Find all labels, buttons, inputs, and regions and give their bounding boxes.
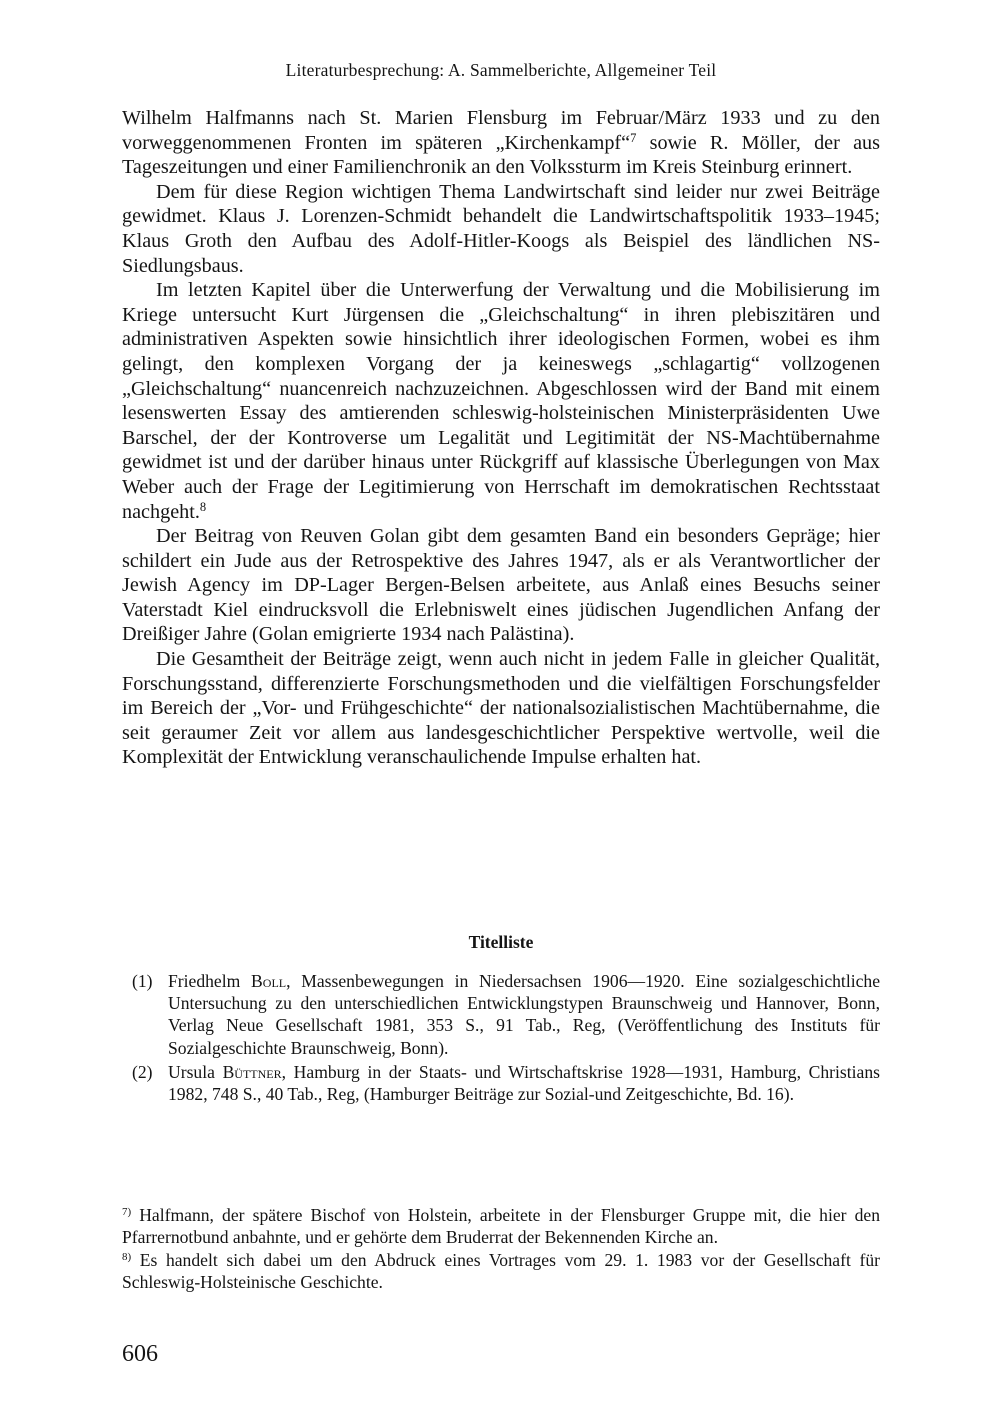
title-entry-text [168, 970, 880, 1059]
footnote-mark: 7) [122, 1206, 132, 1218]
paragraph-1-text: Wilhelm Halfmanns nach St. Marien Flensburg im Februar/März 1933 und zu den vorweggenommenen Fronten im späteren „Kirchenkampf“ [122, 107, 880, 154]
footnote-text: Halfmann, der spätere Bischof von Holstein, arbeitete in der Flensburger Gruppe mit, die hier den Pfarrernotbund anbahnte, und er gehörte dem Bruderrat der Bekennenden Kirche an. [122, 1205, 880, 1248]
author-first-name: Friedhelm [168, 971, 252, 991]
title-list [132, 970, 880, 1107]
paragraph-1 [122, 106, 880, 180]
title-entry-details: , Hamburg in der Staats- und Wirtschaftskrise 1928—1931, Hamburg, Christians 1982, 748 S., 40 Tab., Reg, (Hamburger Beiträge zur Sozial-und Zeitgeschichte, Bd. 16). [168, 1061, 880, 1105]
footnote-ref-7[interactable]: 7 [630, 130, 637, 145]
title-entry [132, 970, 880, 1059]
footnote-mark: 8) [122, 1250, 132, 1263]
running-head: Literaturbesprechung: A. Sammelberichte, Allgemeiner Teil [285, 60, 717, 80]
title-entry [132, 1061, 880, 1105]
document-page [122, 0, 880, 1419]
paragraph-5: Die Gesamtheit der Beiträge zeigt, wenn auch nicht in jedem Falle in gleicher Qualität, Forschungsstand, differenzierte Forschungsmethoden und die vielfältigen Forschungsfelder im Bereich der „Vor- und Frühgeschichte“ der nationalsozialistischen Machtübernahme, die seit geraumer Zeit vor allem aus landesgeschichtlicher Perspektive wertvolle, weil die Komplexität der Entwicklung veranschaulichende Impulse erhalten hat. [122, 648, 880, 769]
paragraph-2: Dem für diese Region wichtigen Thema Landwirtschaft sind leider nur zwei Beiträge gewidmet. Klaus J. Lorenzen-Schmidt behandelt die Landwirtschaftspolitik 1933–1945; Klaus Groth den Aufbau des Adolf-Hitler-Koogs als Beispiel des ländlichen NS-Siedlungsbaus. [122, 180, 880, 277]
title-entry-number: (1) [132, 971, 153, 991]
title-entry-text [168, 1061, 880, 1105]
footnote-8 [122, 1249, 880, 1294]
title-entry-details: , Massenbewegungen in Niedersachsen 1906—1920. Eine sozialgeschichtliche Untersuchung zu den unterschiedlichen Entwicklungstypen Braunschweig und Hannover, Bonn, Verlag Neue Gesellschaft 1981, 353 S., 91 Tab., Reg, (Veröffentlichung des Instituts für Sozialgeschichte Braunschweig, Bonn). [168, 971, 881, 1058]
paragraph-1-text-cont: sowie R. Möller, der aus Tageszeitungen und einer Familienchronik an den Volkssturm im Kreis Steinburg erinnert. [122, 131, 880, 179]
author-surname: Boll [251, 971, 287, 991]
paragraph-4: Der Beitrag von Reuven Golan gibt dem gesamten Band ein besonders Gepräge; hier schildert ein Jude aus der Retrospektive des Jahres 1947, als er als Verantwortlicher der Jewish Agency im DP-Lager Bergen-Belsen arbeitete, aus Anlaß eines Besuchs seiner Vaterstadt Kiel eindrucksvoll die Erlebniswelt eines jüdischen Jugendlichen Anfang der Dreißiger Jahre (Golan emigrierte 1934 nach Palästina). [122, 525, 880, 646]
titelliste-heading: Titelliste [468, 932, 534, 952]
footnote-text: Es handelt sich dabei um den Abdruck eines Vortrages vom 29. 1. 1983 vor der Gesellschaft für Schleswig-Holsteinische Geschichte. [122, 1249, 880, 1293]
footnotes [122, 1204, 880, 1294]
paragraph-3-text: Im letzten Kapitel über die Unterwerfung der Verwaltung und die Mobilisierung im Kriege untersucht Kurt Jürgensen die „Gleichschaltung“ in ihren plebiszitären und administrativen Aspekten sowie hinsichtlich ihrer ideologischen Formen, wobei es ihm gelingt, den komplexen Vorgang der ja keineswegs „schlagartig“ vollzogenen „Gleichschaltung“ nuancenreich nachzuzeichnen. Abgeschlossen wird der Band mit einem lesenswerten Essay des amtierenden schleswig-holsteinischen Ministerpräsidenten Uwe Barschel, der der Kontroverse um Legalität und Legitimität der NS-Machtübernahme gewidmet ist und der darüber hinaus unter Rückgriff auf klassische Überlegungen von Max Weber auch der Frage der Legitimierung von Herrschaft im demokratischen Rechtsstaat nachgeht. [122, 279, 880, 523]
author-surname: Büttner [222, 1061, 282, 1082]
author-first-name: Ursula [168, 1061, 223, 1082]
body-text [122, 106, 880, 770]
page-number: 606 [122, 1341, 158, 1367]
footnote-ref-8[interactable]: 8 [199, 499, 207, 514]
title-entry-number: (2) [132, 1061, 153, 1082]
footnote-7 [122, 1204, 880, 1249]
paragraph-3 [122, 278, 880, 524]
